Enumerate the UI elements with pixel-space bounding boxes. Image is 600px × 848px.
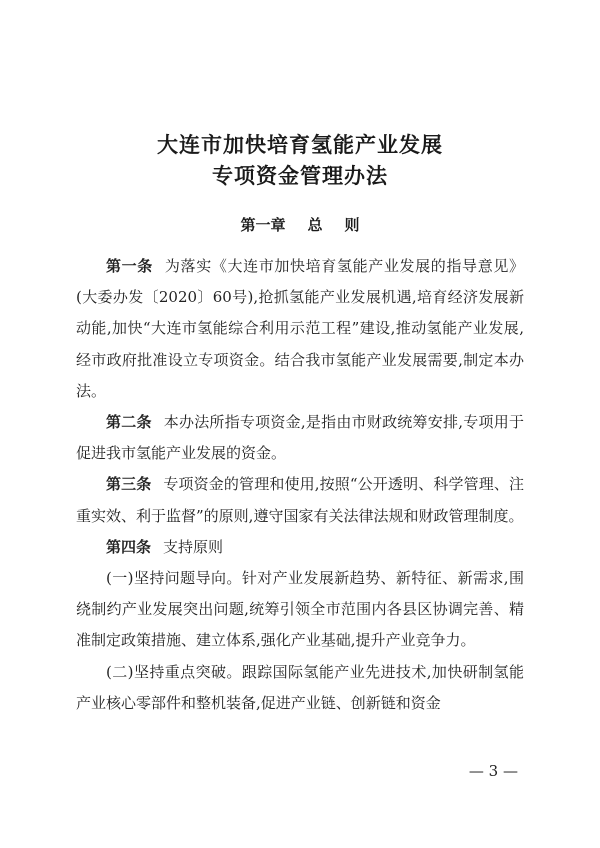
chapter-heading	[0, 214, 600, 235]
document-title-line2: 专项资金管理办法	[212, 164, 388, 188]
article-4	[76, 532, 524, 563]
document-body	[76, 251, 524, 719]
chapter-name-part2: 则	[344, 216, 360, 234]
article-label: 第四条	[106, 537, 152, 556]
article-3	[76, 469, 524, 531]
article-text: 支持原则	[163, 537, 224, 556]
article-text: 专项资金的管理和使用,按照“公开透明、科学管理、注重实效、利于监督”的原则,遵守国家有关法律法规和财政管理制度。	[76, 475, 524, 525]
list-item-2: (二)坚持重点突破。跟踪国际氢能产业先进技术,加快研制氢能产业核心零部件和整机装备,促进产业链、创新链和资金	[76, 662, 524, 712]
article-text: 本办法所指专项资金,是指由市财政统筹安排,专项用于促进我市氢能产业发展的资金。	[76, 413, 524, 463]
chapter-name-part1: 总	[307, 216, 323, 234]
document-title-line1: 大连市加快培育氢能产业发展	[157, 133, 443, 157]
article-text: 为落实《大连市加快培育氢能产业发展的指导意见》(大委办发〔2020〕60号),抢抓氢能产业发展机遇,培育经济发展新动能,加快“大连市氢能综合利用示范工程”建设,推动氢能产业发展,经市政府批准设立专项资金。结合我市氢能产业发展需要,制定本办法。	[76, 257, 524, 400]
article-label: 第二条	[106, 413, 152, 432]
article-2	[76, 407, 524, 469]
article-label: 第一条	[106, 257, 153, 275]
page-number: — 3 —	[468, 762, 518, 780]
chapter-number: 第一章	[240, 216, 286, 234]
article-label: 第三条	[106, 475, 152, 494]
article-1	[76, 251, 524, 407]
list-item-1: (一)坚持问题导向。针对产业发展新趋势、新特征、新需求,围绕制约产业发展突出问题,统筹引领全市范围内各县区协调完善、精准制定政策措施、建立体系,强化产业基础,提升产业竞争力。	[76, 569, 524, 650]
